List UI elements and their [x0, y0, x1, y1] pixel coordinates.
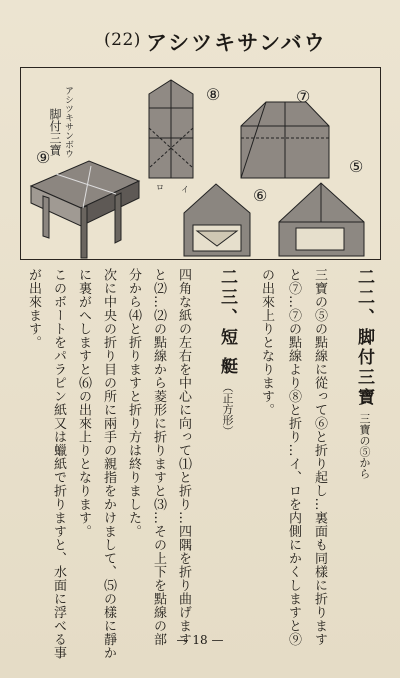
- step-8-figure: [149, 80, 193, 178]
- section-1-line-1: 三寶の⑤の點線に從って⑥と折り起し…裏面も同樣に折ります: [312, 268, 327, 646]
- section-1-subheading: 三寶の⑤から: [358, 412, 371, 479]
- step-7-label: ⑦: [296, 87, 311, 106]
- section-number: (22): [104, 30, 141, 50]
- page-title: アシツキサンバウ: [146, 30, 327, 55]
- section-2-heading-column: [198, 268, 238, 628]
- section-1-line-3: の出來上りとなります。: [259, 268, 274, 417]
- step-9-label: ⑨: [36, 148, 51, 167]
- section-1-heading-column: [335, 268, 375, 628]
- step-7-figure: [241, 102, 329, 178]
- page-header: [0, 26, 400, 56]
- origami-steps-drawing: [21, 68, 382, 261]
- section-2-line-2: と⑵…⑵の點線から菱形に折りますと⑶…その上下を點線の部: [151, 268, 166, 646]
- figure-caption-kana: アシツキサンボウ: [63, 86, 73, 158]
- fold-mark-i: イ: [181, 185, 189, 194]
- section-1-heading: 二二、脚付三寶: [354, 268, 374, 408]
- section-2-line-5: に裏がへしますと⑹の出來上りとなります。: [76, 268, 91, 538]
- step-6-label: ⑥: [253, 186, 268, 205]
- step-5-label: ⑤: [349, 157, 364, 176]
- step-6-figure: [184, 184, 250, 256]
- section-2-subheading: （正方形）: [221, 381, 234, 437]
- page-number: — 18 —: [176, 633, 224, 647]
- origami-illustration: [20, 67, 381, 260]
- step-5-figure: [279, 183, 364, 256]
- section-1-line-2: と⑦…⑦の點線より⑧と折り…イ、ロを内側にかくしますと⑨: [286, 268, 301, 646]
- step-8-label: ⑧: [206, 85, 221, 104]
- step-9-figure: [31, 161, 139, 258]
- figure-caption-kanji: 脚付三寶: [48, 108, 62, 156]
- section-2-line-4: 次に中央の折り目の所に兩手の親指をかけまして、⑸の樣に靜か: [101, 268, 116, 660]
- section-2-heading: 二三、短 艇: [217, 268, 237, 377]
- fold-mark-ro: ロ: [156, 183, 164, 192]
- section-2-line-7: が出來ます。: [26, 268, 41, 349]
- section-2-line-6: このボートをパラピン紙又は蠟紙で折りますと、水面に浮べる事: [51, 268, 66, 660]
- section-2-line-1: 四角な紙の左右を中心に向って⑴と折り…四隅を折り曲げます: [176, 268, 191, 646]
- section-2-line-3: 分から⑷と折りますと折り方は終りました。: [126, 268, 141, 538]
